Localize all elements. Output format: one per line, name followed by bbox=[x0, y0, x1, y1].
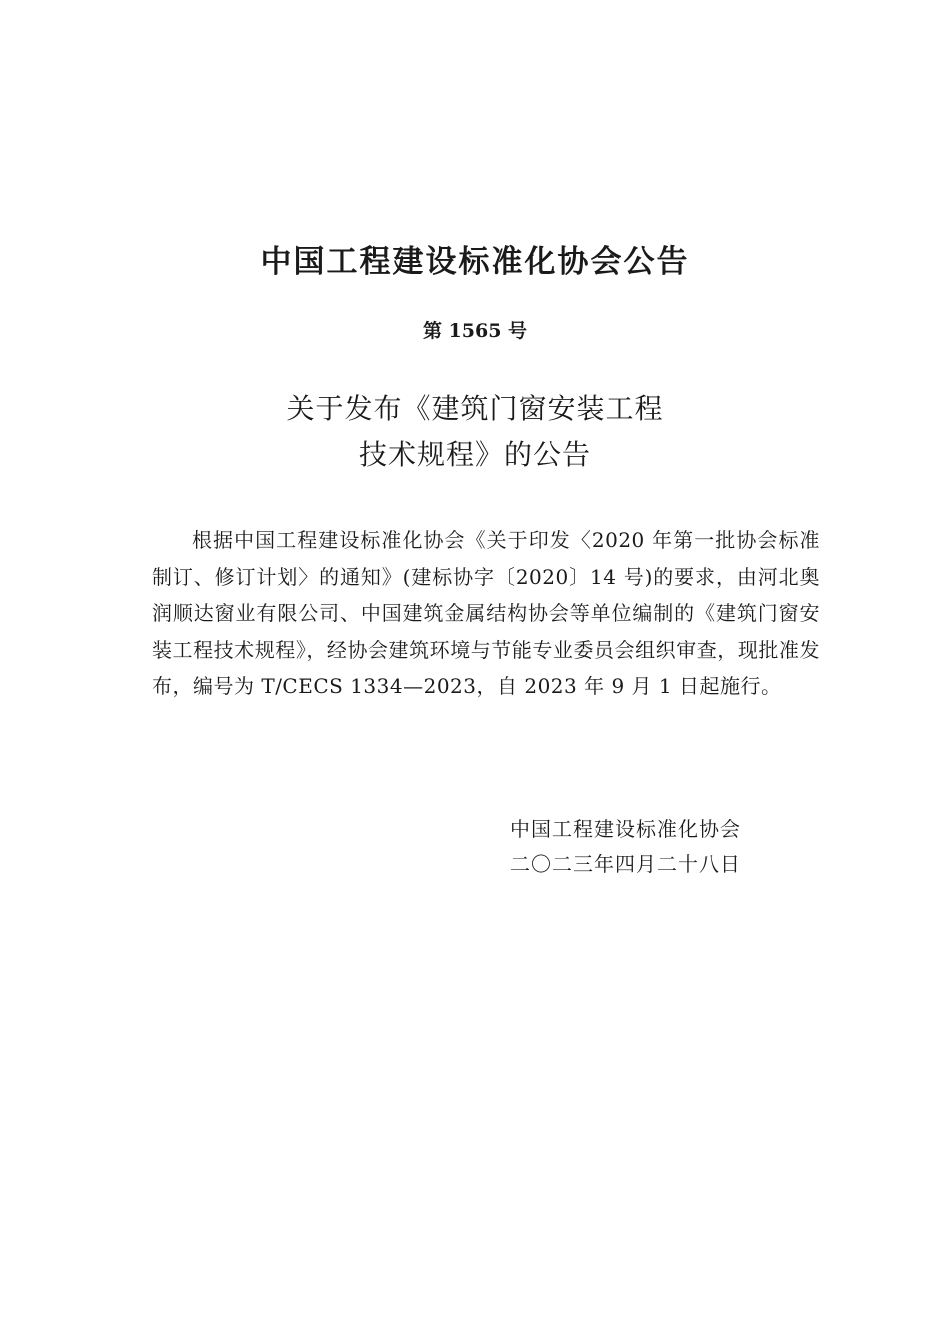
signature-date: 二〇二三年四月二十八日 bbox=[510, 852, 741, 876]
body-paragraph: 根据中国工程建设标准化协会《关于印发〈2020 年第一批协会标准制订、修订计划〉的通知》(建标协字〔2020〕14 号)的要求，由河北奥润顺达窗业有限公司、中国建筑金属结构协会等单位编制的《建筑门窗安装工程技术规程》，经协会建筑环境与节能专业委员会组织审查，现批准发布，编号为 T/CECS 1334—2023，自 2023 年 9 月 1 日起施行。 bbox=[152, 528, 820, 698]
announcement-number: 第 1565 号 bbox=[422, 320, 528, 342]
announcement-subject bbox=[0, 386, 950, 478]
subject-line-1: 关于发布《建筑门窗安装工程 bbox=[286, 392, 664, 425]
announcement-title: 中国工程建设标准化协会公告 bbox=[260, 244, 690, 280]
signature-block bbox=[510, 812, 810, 882]
signature-organization: 中国工程建设标准化协会 bbox=[510, 817, 741, 841]
subject-line-2: 技术规程》的公告 bbox=[358, 438, 591, 471]
announcement-body bbox=[152, 522, 820, 705]
